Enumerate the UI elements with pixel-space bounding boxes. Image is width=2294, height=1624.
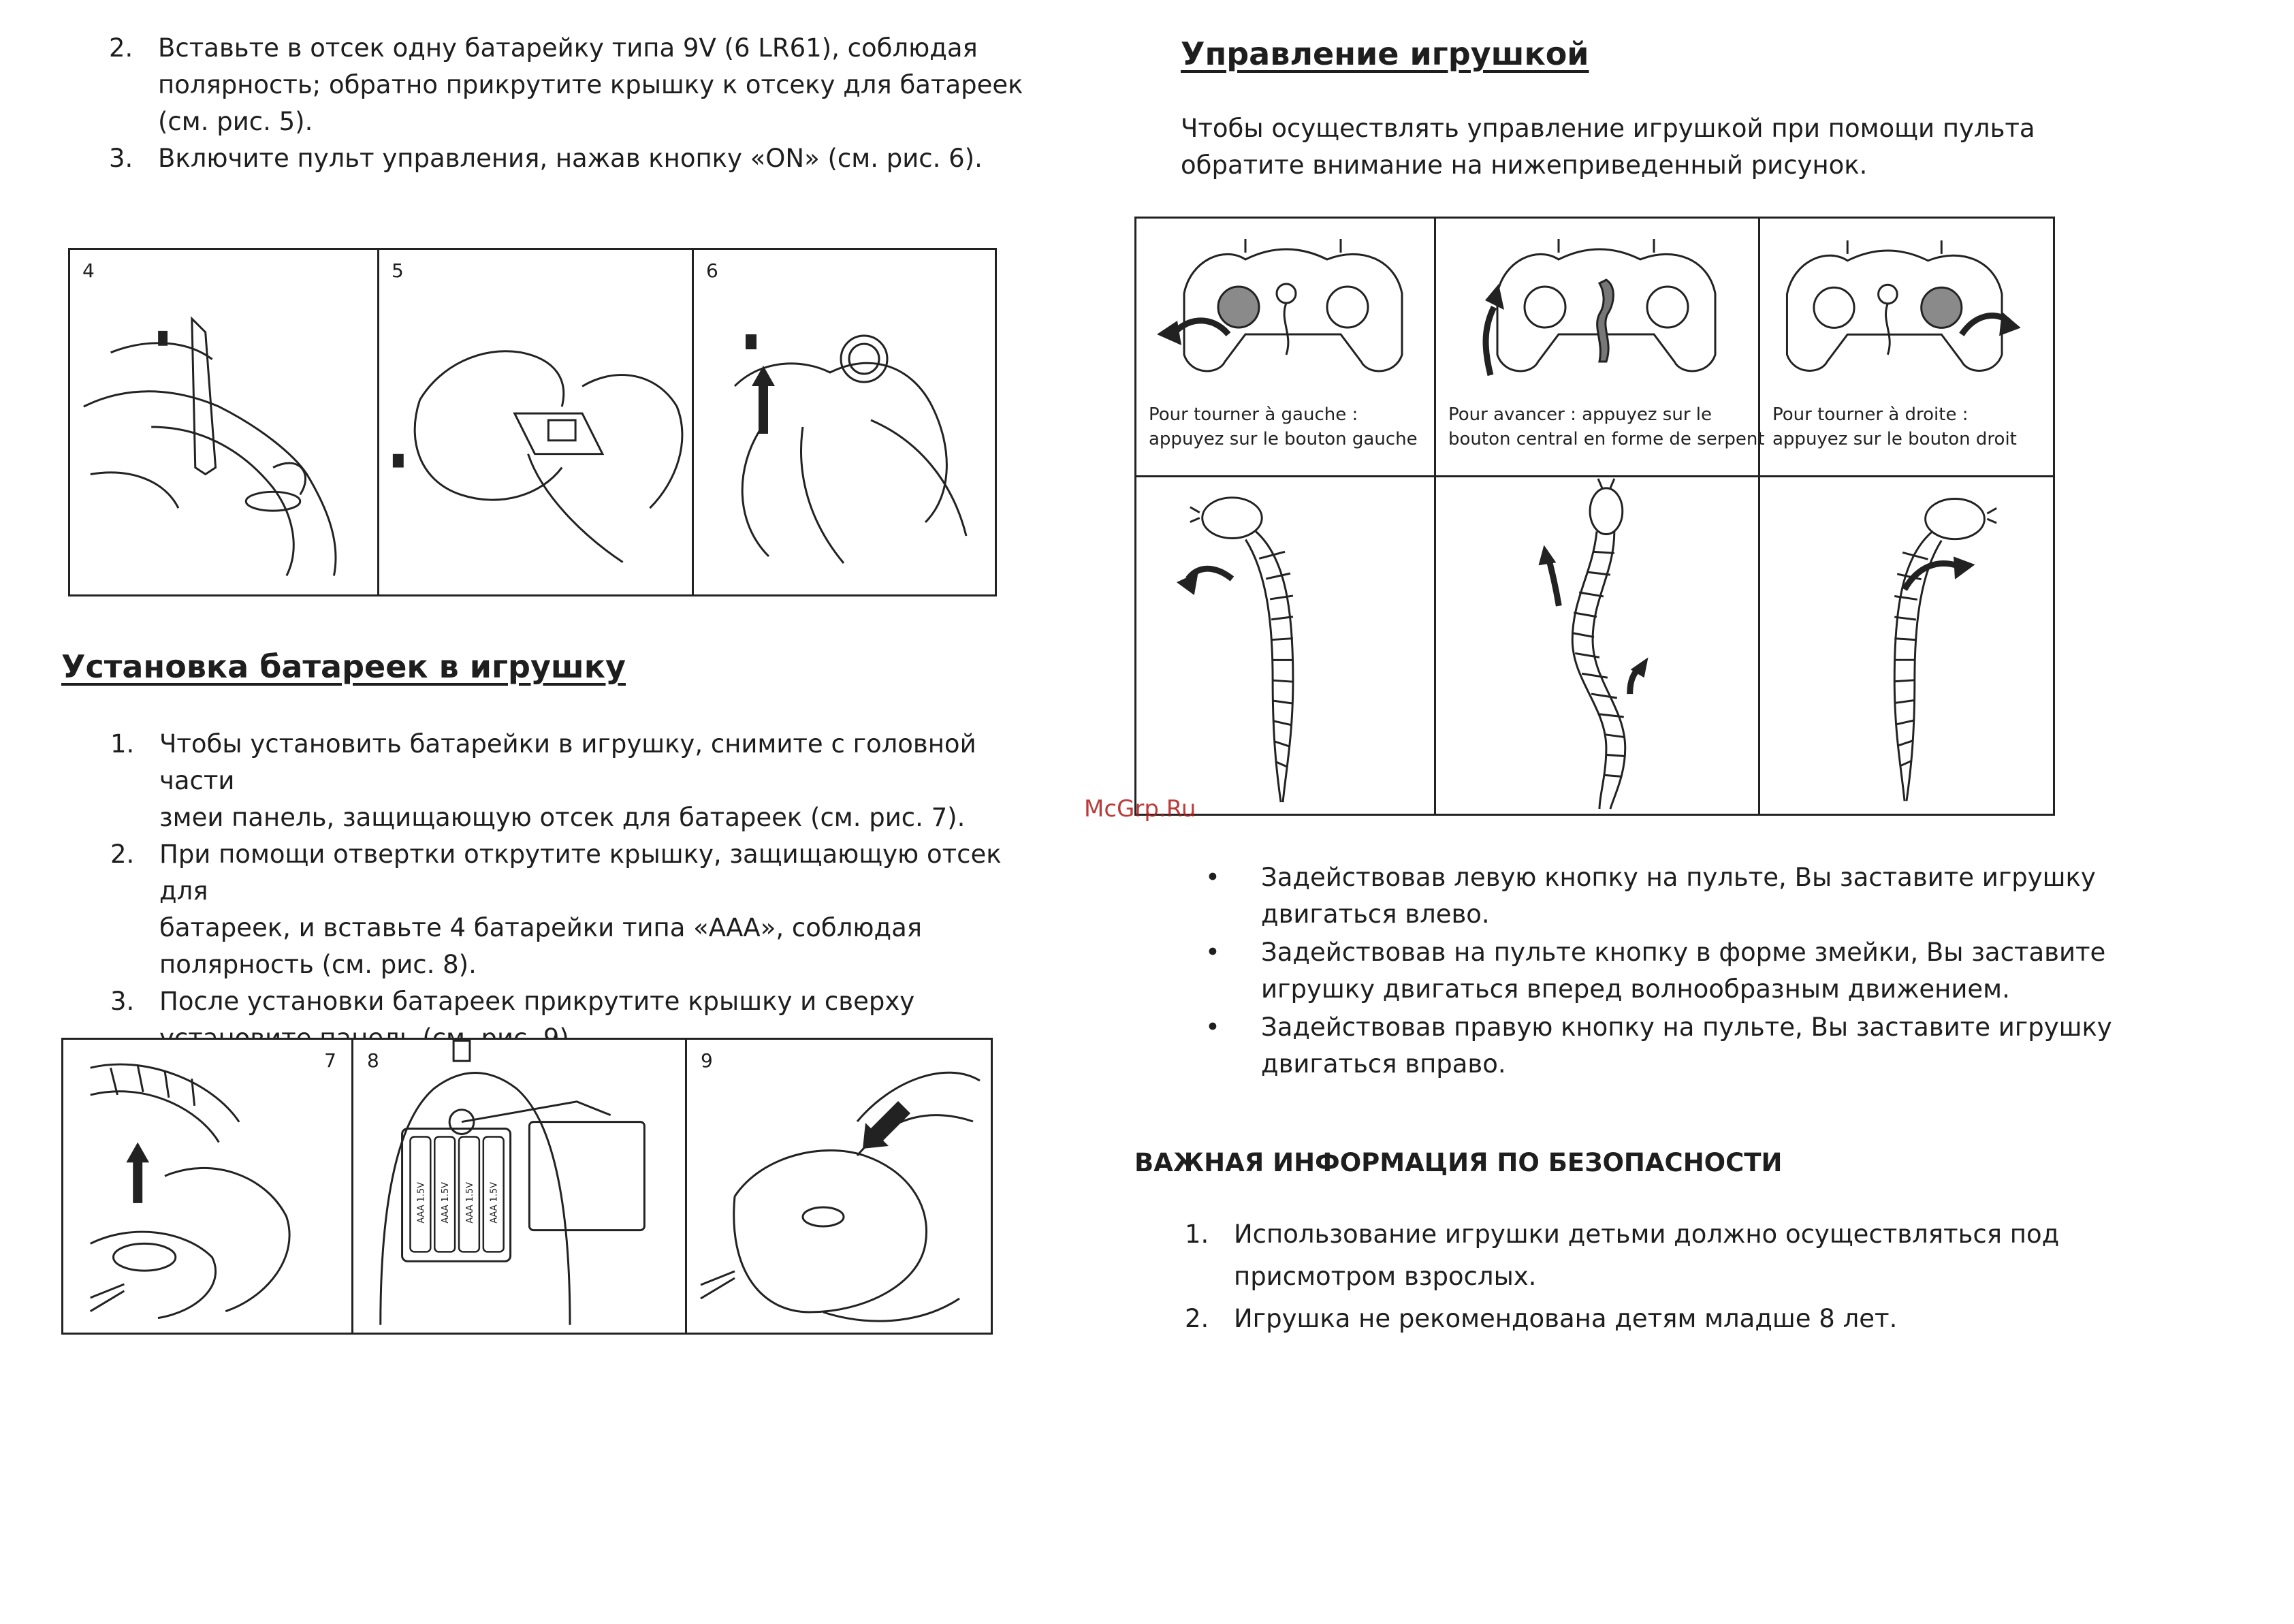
caption-line: Pour tourner à gauche : bbox=[1149, 404, 1358, 425]
battery-step-2 bbox=[110, 836, 1036, 983]
control-diagram bbox=[1134, 217, 2055, 816]
safety-line: присмотром взрослых. bbox=[1234, 1262, 1537, 1291]
step-number: 3. bbox=[109, 144, 133, 173]
step-line: Чтобы установить батарейки в игрушку, снимите с головной части bbox=[159, 729, 976, 795]
figure-row-bottom bbox=[61, 1038, 993, 1335]
figure-number: 7 bbox=[324, 1049, 336, 1072]
remote-right-cell bbox=[1760, 219, 2053, 477]
figure-8 bbox=[353, 1040, 687, 1333]
bullet-line: Задействовав на пульте кнопку в форме змейки, Вы заставите bbox=[1261, 938, 2106, 967]
snake-turn-left-icon bbox=[1136, 477, 1434, 814]
remote-left-cell bbox=[1136, 219, 1436, 477]
step-number: 1. bbox=[110, 729, 135, 759]
step-line: (см. рис. 5). bbox=[158, 107, 313, 136]
snake-right-cell bbox=[1760, 477, 2053, 814]
figure-number: 6 bbox=[706, 259, 718, 282]
figure-7 bbox=[63, 1040, 353, 1333]
figure-number: 9 bbox=[701, 1049, 713, 1072]
battery-steps bbox=[110, 726, 1036, 1057]
bullet-dot: • bbox=[1205, 1013, 1220, 1042]
control-section-heading: Управление игрушкой bbox=[1181, 35, 1589, 72]
snake-left-cell bbox=[1136, 477, 1436, 814]
bullet-dot: • bbox=[1205, 863, 1220, 892]
safety-line: Использование игрушки детьми должно осуществляться под bbox=[1234, 1220, 2060, 1249]
step-line: полярность (см. рис. 8). bbox=[159, 950, 477, 979]
figure-6 bbox=[694, 250, 995, 594]
caption-line: bouton central en forme de serpent bbox=[1448, 429, 1765, 449]
battery-label: AAA 1.5V bbox=[464, 1181, 475, 1224]
snake-forward-icon bbox=[1436, 477, 1758, 814]
snake-panel-install-icon bbox=[687, 1040, 991, 1333]
safety-number: 1. bbox=[1185, 1220, 1209, 1249]
step-line: Вставьте в отсек одну батарейку типа 9V (6 LR61), соблюдая bbox=[158, 33, 978, 63]
battery-compartment-icon bbox=[353, 1040, 685, 1333]
step-line: После установки батареек прикрутите крышку и сверху bbox=[159, 987, 915, 1016]
bullet-left bbox=[1205, 859, 2227, 933]
figure-number: 5 bbox=[392, 259, 404, 282]
bullet-line: Задействовав правую кнопку на пульте, Вы заставите игрушку bbox=[1261, 1013, 2112, 1042]
battery-insert-icon bbox=[379, 250, 692, 594]
snake-panel-remove-icon bbox=[63, 1040, 351, 1333]
left-column bbox=[0, 0, 1035, 1624]
caption-line: appuyez sur le bouton droit bbox=[1772, 429, 2017, 449]
top-steps bbox=[109, 30, 1035, 177]
caption-line: Pour avancer : appuyez sur le bbox=[1448, 404, 1712, 425]
figure-number: 8 bbox=[367, 1049, 379, 1072]
safety-item-2 bbox=[1185, 1298, 2206, 1340]
control-bullets bbox=[1205, 859, 2227, 1084]
step-number: 2. bbox=[109, 33, 133, 63]
figure-4 bbox=[70, 250, 379, 594]
figure-row-top bbox=[68, 248, 997, 596]
bullet-right bbox=[1205, 1009, 2227, 1083]
remote-switch-on-icon bbox=[694, 250, 995, 594]
step-line: батареек, и вставьте 4 батарейки типа «ААА», соблюдая bbox=[159, 913, 923, 942]
remote-center-cell bbox=[1436, 219, 1765, 477]
watermark: McGrp.Ru bbox=[1084, 795, 1196, 823]
bullet-line: Задействовав левую кнопку на пульте, Вы заставите игрушку bbox=[1261, 863, 2096, 892]
step-3 bbox=[109, 140, 1035, 177]
step-number: 3. bbox=[110, 987, 135, 1016]
safety-item-1 bbox=[1185, 1213, 2206, 1298]
step-line: полярность; обратно прикрутите крышку к отсеку для батареек bbox=[158, 70, 1023, 99]
caption-line: Pour tourner à droite : bbox=[1772, 404, 1969, 425]
battery-label: AAA 1.5V bbox=[489, 1181, 500, 1224]
control-intro bbox=[1181, 110, 2202, 184]
snake-center-cell bbox=[1436, 477, 1760, 814]
bullet-line: двигаться вправо. bbox=[1261, 1049, 1506, 1079]
step-line: змеи панель, защищающую отсек для батареек (см. рис. 7). bbox=[159, 803, 966, 832]
step-number: 2. bbox=[110, 840, 135, 869]
figure-number: 4 bbox=[82, 259, 95, 282]
safety-number: 2. bbox=[1185, 1304, 1209, 1333]
intro-line: Чтобы осуществлять управление игрушкой при помощи пульта bbox=[1181, 114, 2035, 143]
step-2 bbox=[109, 30, 1035, 140]
intro-line: обратите внимание на нижеприведенный рисунок. bbox=[1181, 150, 1868, 180]
right-column bbox=[1117, 0, 2294, 1624]
caption-left bbox=[1149, 402, 1435, 451]
bullet-dot: • bbox=[1205, 938, 1220, 967]
caption-line: appuyez sur le bouton gauche bbox=[1149, 429, 1418, 449]
step-line: При помощи отвертки открутите крышку, защищающую отсек для bbox=[159, 840, 1002, 906]
bullet-forward bbox=[1205, 934, 2227, 1008]
snake-turn-right-icon bbox=[1760, 477, 2053, 814]
safety-heading: ВАЖНАЯ ИНФОРМАЦИЯ ПО БЕЗОПАСНОСТИ bbox=[1134, 1148, 1783, 1177]
figure-9 bbox=[687, 1040, 991, 1333]
bullet-line: двигаться влево. bbox=[1261, 899, 1490, 929]
battery-section-heading: Установка батареек в игрушку bbox=[61, 648, 626, 685]
caption-right bbox=[1772, 402, 2054, 451]
screwdriver-hand-icon bbox=[70, 250, 377, 594]
bullet-line: игрушку двигаться вперед волнообразным движением. bbox=[1261, 974, 2010, 1004]
safety-line: Игрушка не рекомендована детям младше 8 лет. bbox=[1234, 1304, 1898, 1333]
battery-label: AAA 1.5V bbox=[416, 1181, 427, 1224]
battery-label: AAA 1.5V bbox=[441, 1181, 451, 1224]
figure-5 bbox=[379, 250, 694, 594]
step-line: Включите пульт управления, нажав кнопку «ON» (см. рис. 6). bbox=[158, 144, 983, 173]
battery-step-1 bbox=[110, 726, 1036, 836]
safety-list bbox=[1185, 1213, 2206, 1340]
caption-center bbox=[1448, 402, 1765, 451]
